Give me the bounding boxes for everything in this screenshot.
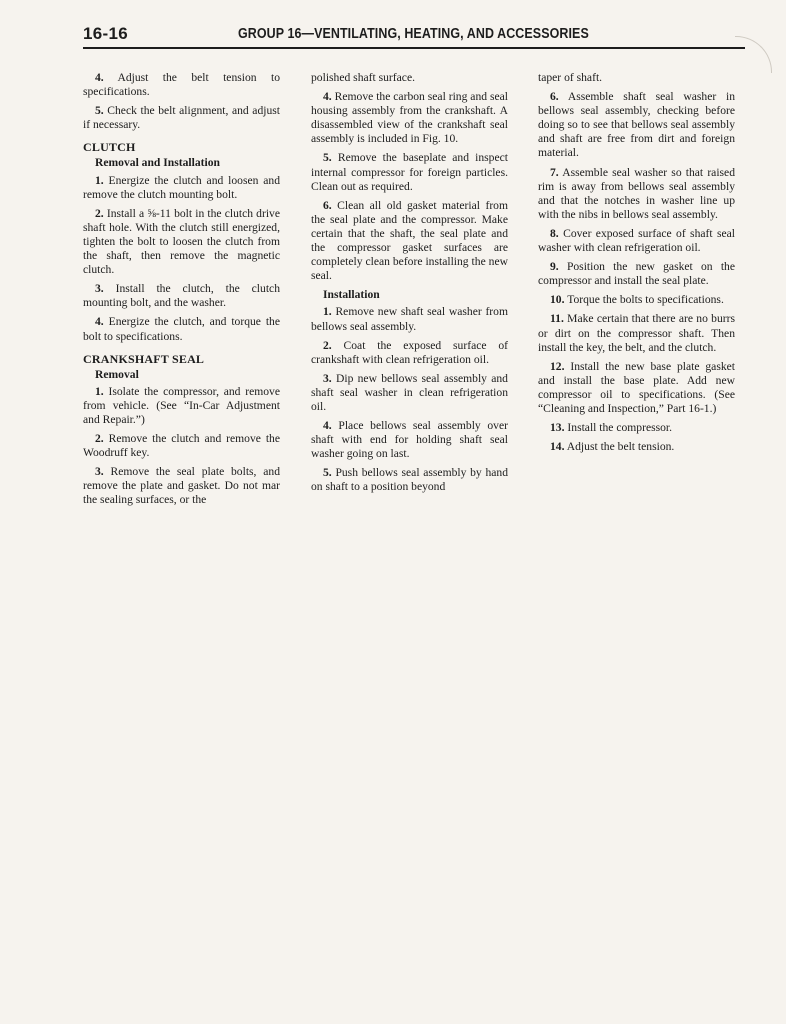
text-column-middle <box>311 71 508 500</box>
step-number: 5. <box>323 151 332 165</box>
step-number: 10. <box>550 293 565 307</box>
step-number: 5. <box>95 104 104 118</box>
step-text: Isolate the compressor, and remove from vehicle. (See “In-Car Adjustment and Repair.”) <box>83 384 281 426</box>
step-text: Remove the baseplate and inspect internal compressor for foreign particles. Clean out as required. <box>311 151 508 193</box>
step-paragraph <box>538 227 735 255</box>
step-number: 13. <box>550 421 565 435</box>
step-text: Clean all old gasket material from the seal plate and the compressor. Make certain that the shaft, the seal plate and the compressor gasket surfaces are completely clean before installing the new seal. <box>311 198 508 283</box>
step-paragraph <box>83 315 280 343</box>
step-text: Remove the seal plate bolts, and remove the plate and gasket. Do not mar the sealing surfaces, or the <box>83 465 280 507</box>
step-number: 1. <box>323 305 332 319</box>
step-paragraph <box>83 432 280 460</box>
step-number: 1. <box>95 173 104 187</box>
continued-paragraph <box>538 71 735 85</box>
step-text: polished shaft surface. <box>311 71 415 84</box>
step-number: 14. <box>550 440 565 454</box>
step-text: Install the compressor. <box>567 421 673 435</box>
step-paragraph <box>538 293 735 307</box>
step-text: Torque the bolts to specifications. <box>567 293 724 307</box>
page-number: 16-16 <box>83 24 128 43</box>
step-paragraph <box>83 207 280 277</box>
step-number: 5. <box>323 466 332 480</box>
page-corner-mark <box>735 36 772 73</box>
step-paragraph <box>311 199 508 284</box>
step-number: 6. <box>323 198 332 212</box>
step-text: Make certain that there are no burrs or dirt on the compressor shaft. Then install the key, the belt, and the clutch. <box>538 312 735 354</box>
subsection-heading: Removal <box>95 367 139 381</box>
header-rule <box>83 47 745 49</box>
step-text: Adjust the belt tension to specifications. <box>83 71 280 99</box>
step-number: 7. <box>550 165 559 179</box>
section-heading: CLUTCH <box>83 140 136 155</box>
step-paragraph <box>83 385 280 427</box>
step-paragraph <box>311 419 508 461</box>
step-text: Check the belt alignment, and adjust if necessary. <box>83 104 280 132</box>
step-paragraph <box>311 90 508 146</box>
step-text: Place bellows seal assembly over shaft with end for holding shaft seal washer going on last. <box>311 419 508 461</box>
subsection-heading: Installation <box>323 288 380 302</box>
continued-paragraph <box>311 71 508 85</box>
step-number: 11. <box>550 312 564 326</box>
step-text: Install the new base plate gasket and install the base plate. Add new compressor oil to specifications. (See “Cleaning and Inspection,” Part 16-1.) <box>538 359 735 415</box>
text-column-left <box>83 71 280 513</box>
step-text: Energize the clutch and loosen and remove the clutch mounting bolt. <box>83 173 280 201</box>
step-paragraph <box>311 466 508 494</box>
step-text: Install a ⅝-11 bolt in the clutch drive shaft hole. With the clutch still energized, tighten the bolt to loosen the clutch from the shaft, then remove the magnetic clutch. <box>83 206 280 277</box>
step-paragraph <box>311 305 508 333</box>
step-paragraph <box>538 360 735 416</box>
step-text: Assemble shaft seal washer in bellows seal assembly, checking before doing so to see that bellows seal assembly and shaft are free from dirt and foreign material. <box>538 90 735 160</box>
step-text: Energize the clutch, and torque the bolt to specifications. <box>83 315 280 343</box>
step-paragraph <box>538 90 735 160</box>
step-text: taper of shaft. <box>538 71 603 84</box>
step-number: 12. <box>550 359 565 373</box>
step-text: Remove new shaft seal washer from bellows seal assembly. <box>311 305 508 333</box>
step-paragraph <box>83 71 280 99</box>
step-number: 2. <box>95 206 104 220</box>
section-heading: CRANKSHAFT SEAL <box>83 351 205 366</box>
step-text: Dip new bellows seal assembly and shaft seal washer in clean refrigeration oil. <box>311 371 508 413</box>
step-paragraph <box>83 465 280 507</box>
step-paragraph <box>538 166 735 222</box>
step-paragraph <box>538 421 735 435</box>
step-paragraph <box>538 260 735 288</box>
step-text: Push bellows seal assembly by hand on shaft to a position beyond <box>311 466 508 494</box>
step-number: 4. <box>95 315 104 329</box>
step-number: 6. <box>550 90 559 104</box>
step-text: Cover exposed surface of shaft seal washer with clean refrigeration oil. <box>538 226 735 255</box>
step-number: 1. <box>95 384 104 398</box>
step-number: 3. <box>323 371 332 385</box>
step-paragraph <box>83 282 280 310</box>
step-number: 4. <box>323 90 332 104</box>
step-number: 3. <box>95 282 104 296</box>
step-paragraph <box>538 312 735 354</box>
step-text: Adjust the belt tension. <box>566 440 675 454</box>
step-paragraph <box>311 151 508 193</box>
step-number: 2. <box>95 432 104 446</box>
step-number: 4. <box>95 71 104 84</box>
step-paragraph <box>538 440 735 454</box>
page-header-title: GROUP 16—VENTILATING, HEATING, AND ACCESSORIES <box>238 26 589 42</box>
step-number: 4. <box>323 419 332 433</box>
step-text: Assemble seal washer so that raised rim is away from bellows seal assembly and that the notches in washer line up with the nibs in bellows seal assembly. <box>538 165 736 221</box>
step-number: 8. <box>550 226 559 240</box>
step-paragraph <box>311 372 508 414</box>
step-text: Position the new gasket on the compressor and install the seal plate. <box>538 260 735 288</box>
subsection-heading: Removal and Installation <box>95 156 220 170</box>
step-text: Remove the carbon seal ring and seal housing assembly from the crankshaft. A disassembled view of the crankshaft seal assembly is included in Fig. 10. <box>311 90 508 146</box>
step-paragraph <box>83 104 280 132</box>
step-text: Install the clutch, the clutch mounting bolt, and the washer. <box>83 282 280 310</box>
text-column-right <box>538 71 735 459</box>
step-number: 2. <box>323 338 332 352</box>
step-paragraph <box>311 339 508 367</box>
step-paragraph <box>83 174 280 202</box>
step-number: 9. <box>550 260 559 274</box>
step-text: Coat the exposed surface of crankshaft with clean refrigeration oil. <box>311 338 508 366</box>
step-number: 3. <box>95 465 104 479</box>
step-text: Remove the clutch and remove the Woodruff key. <box>83 432 280 460</box>
